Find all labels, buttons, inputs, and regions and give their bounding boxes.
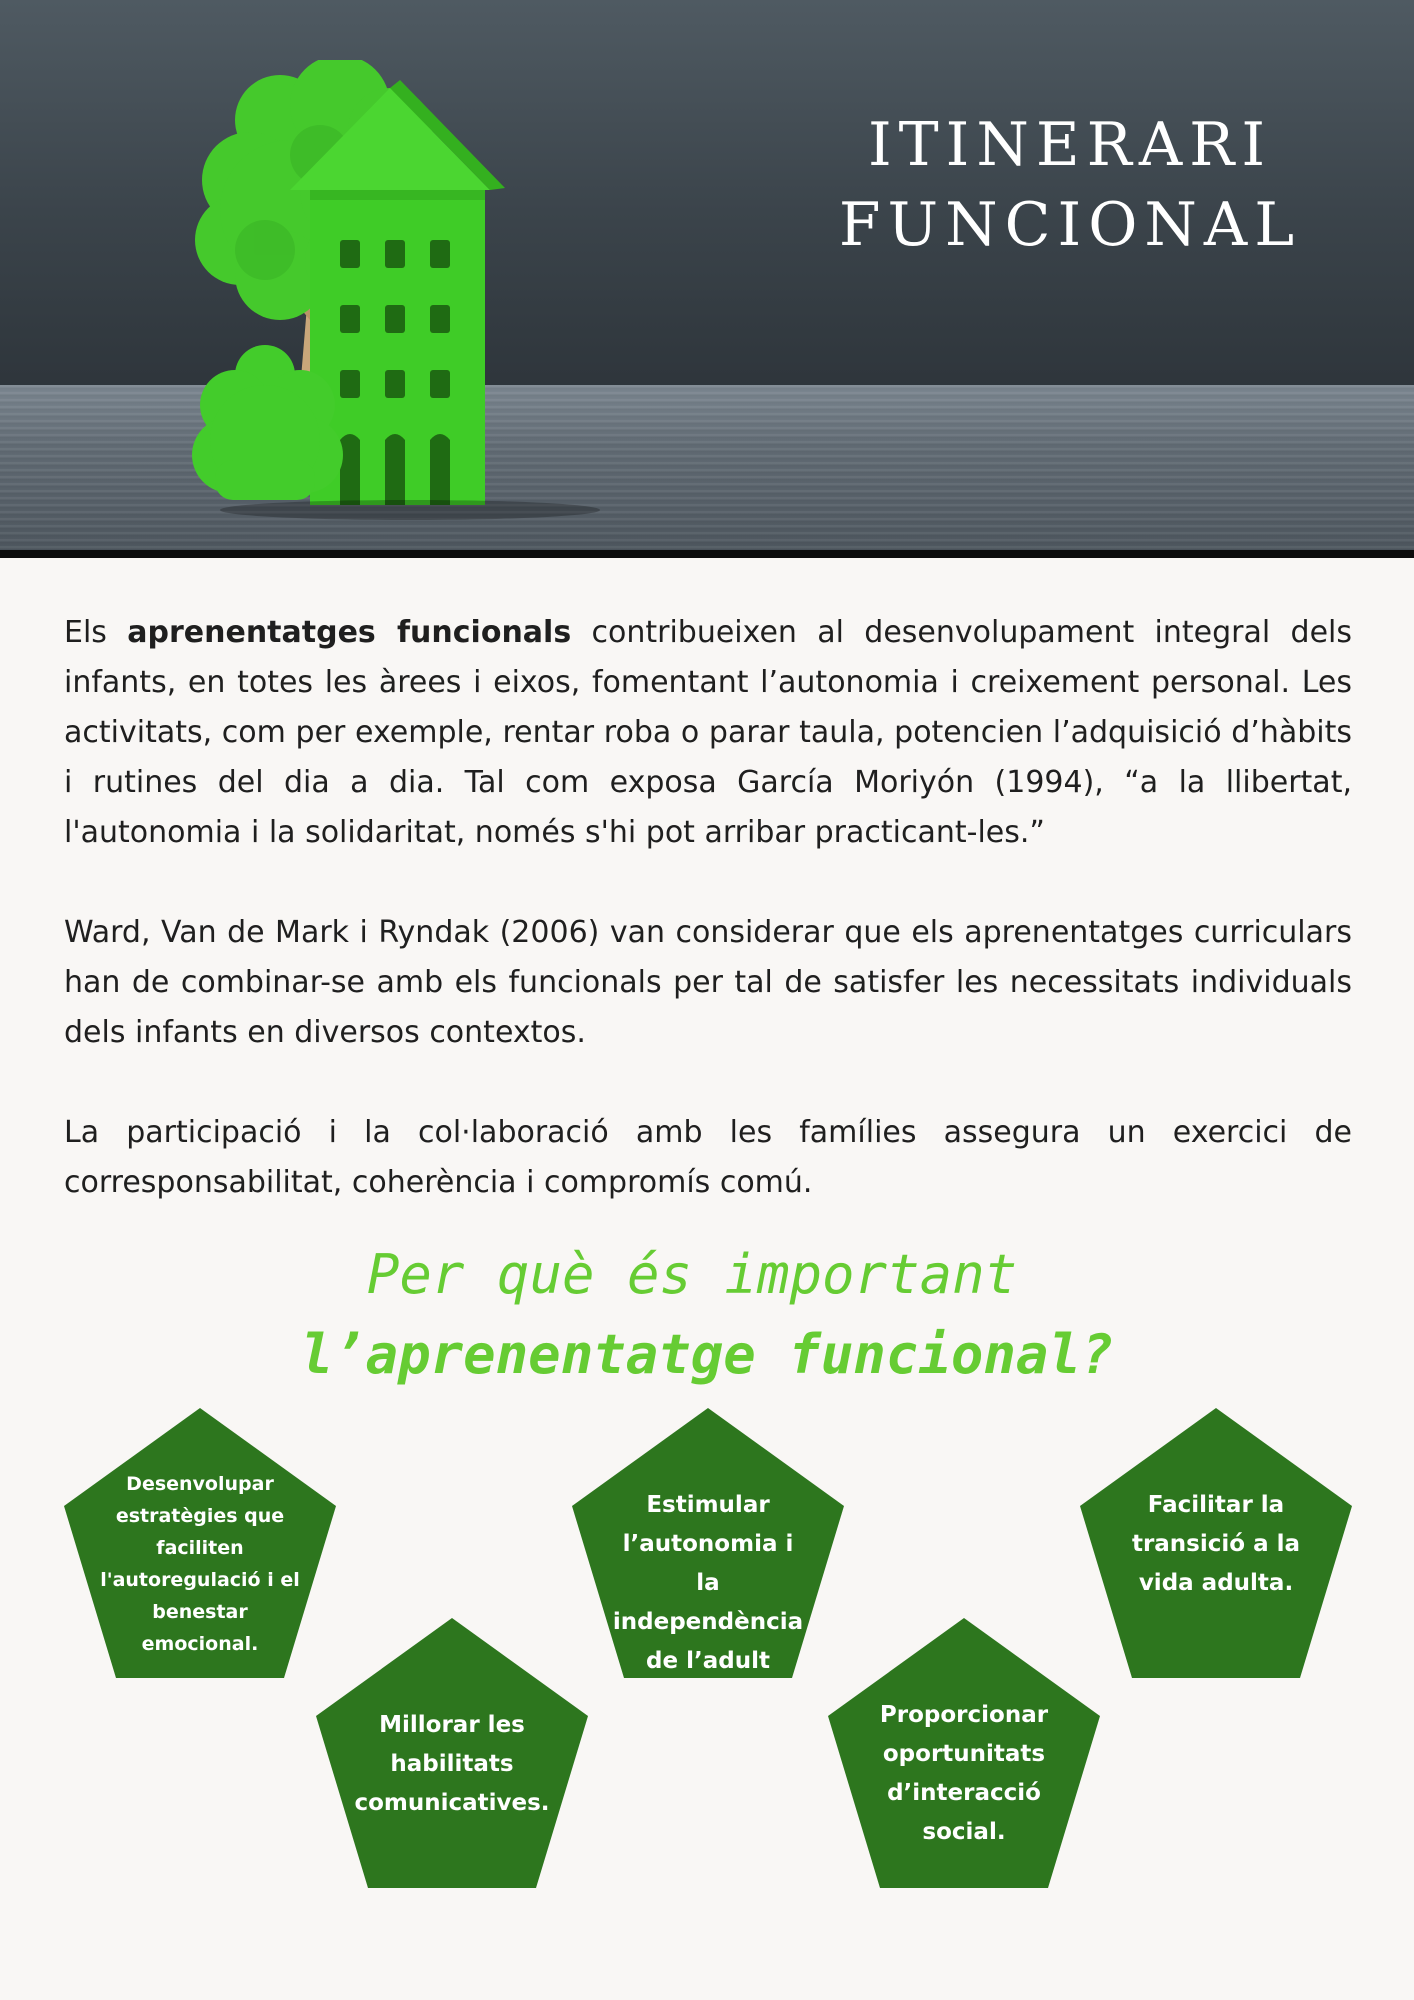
question-heading	[0, 1235, 1414, 1395]
paragraph-2: Ward, Van de Mark i Ryndak (2006) van considerar que els aprenentatges curriculars han de combinar-se amb els funcionals per tal de satisfer les necessitats individuals dels infants en diversos contextos.	[64, 915, 1352, 1050]
benefit-pentagon-4	[316, 1618, 588, 1890]
question-line-2: l’aprenentatge funcional?	[300, 1323, 1114, 1386]
benefit-text-5: Proporcionar oportunitats d’interacció social.	[879, 1702, 1049, 1845]
page-title	[790, 105, 1350, 265]
benefit-text-3: Facilitar la transició a la vida adulta.	[1131, 1492, 1301, 1596]
question-line-1: Per què és important	[366, 1243, 1018, 1306]
paragraph-1	[64, 608, 1352, 858]
hero-banner	[0, 0, 1414, 558]
paragraph-1-rest: contribueixen al desenvolupament integral dels infants, en totes les àrees i eixos, fomentant l’autonomia i creixement personal. Les activitats, com per exemple, rentar roba o parar taula, potencien l’adquisició d’hàbits i rutines del dia a dia. Tal com exposa García Moriyón (1994), “a la llibertat, l'autonomia i la solidaritat, només s'hi pot arribar practicant-les.”	[64, 615, 1352, 850]
hero-illustration	[160, 60, 680, 530]
paragraph-1-bold: aprenentatges funcionals	[127, 615, 572, 650]
benefit-pentagon-3	[1080, 1408, 1352, 1680]
paragraph-3: La participació i la col·laboració amb les famílies assegura un exercici de corresponsabilitat, coherència i compromís comú.	[64, 1115, 1352, 1200]
benefit-pentagon-2	[572, 1408, 844, 1680]
divider	[0, 550, 1414, 558]
benefit-pentagon-5	[828, 1618, 1100, 1890]
title-line-2: FUNCIONAL	[838, 190, 1302, 260]
paragraph-1-start: Els	[64, 615, 128, 650]
title-line-1: ITINERARI	[867, 110, 1273, 180]
intro-text	[64, 608, 1352, 1258]
benefit-text-2: Estimular l’autonomia i la independència de l’adult	[612, 1492, 804, 1674]
benefit-text-1: Desenvolupar estratègies que faciliten l'autoregulació i el benestar emocional.	[100, 1473, 300, 1655]
benefit-text-4: Millorar les habilitats comunicatives.	[354, 1712, 550, 1816]
benefit-pentagon-1	[64, 1408, 336, 1680]
